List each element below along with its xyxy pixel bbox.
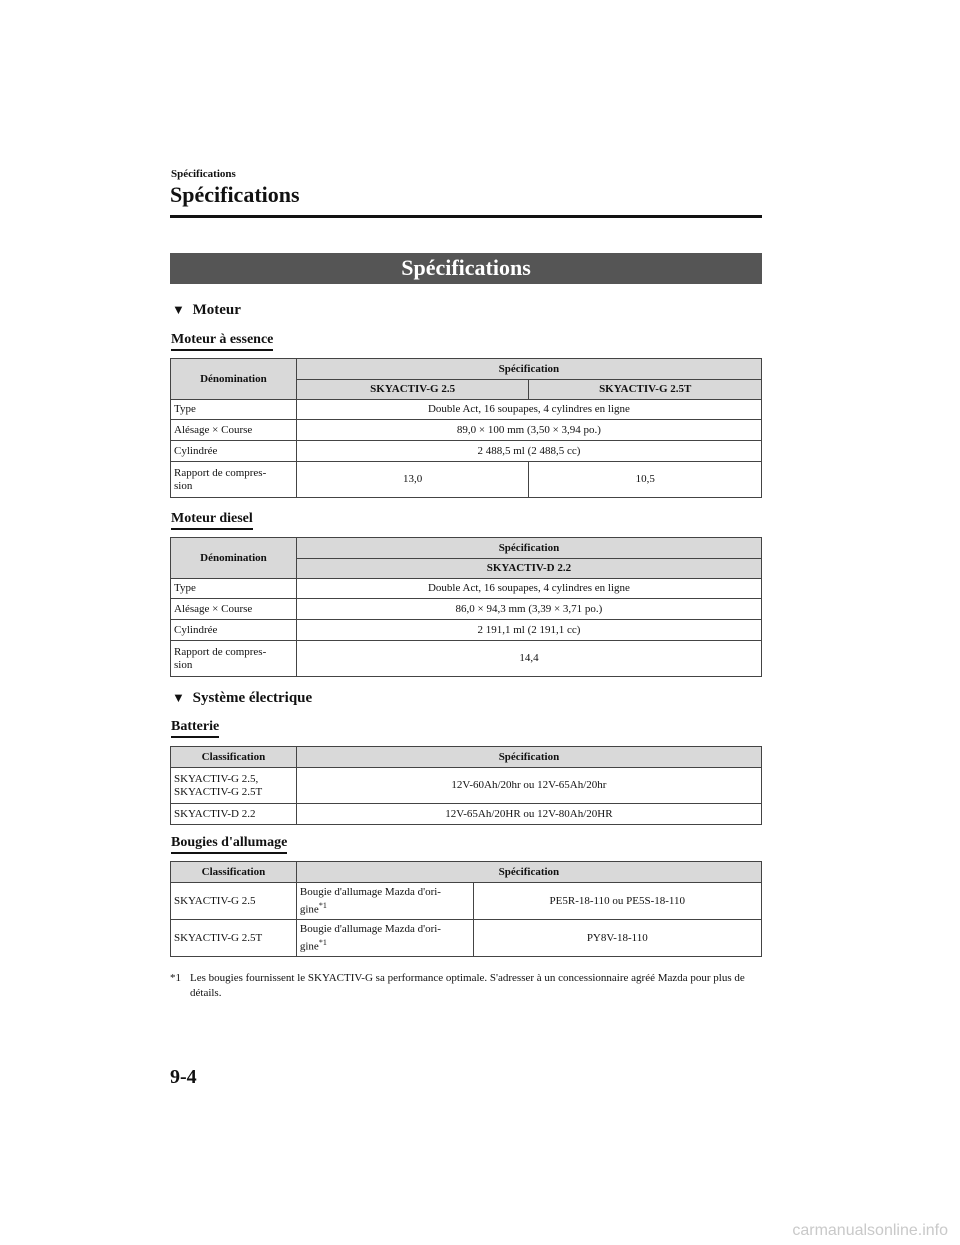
header-variant-g25t: SKYACTIV-G 2.5T — [529, 380, 762, 400]
footnote-ref: *1 — [318, 937, 327, 947]
row-label: SKYACTIV-G 2.5, SKYACTIV-G 2.5T — [171, 768, 297, 804]
header-specification: Spécification — [296, 747, 761, 768]
header-classification: Classification — [171, 862, 297, 883]
table-moteur-essence — [170, 358, 762, 498]
table-batterie — [170, 746, 762, 825]
header-denomination: Dénomination — [171, 359, 297, 400]
footnote — [170, 971, 762, 1001]
table-row — [171, 620, 762, 641]
table-bougies — [170, 861, 762, 957]
row-label: Cylindrée — [171, 620, 297, 641]
row-value: 12V-60Ah/20hr ou 12V-65Ah/20hr — [296, 768, 761, 804]
page-title: Spécifications — [170, 182, 300, 207]
row-value: PY8V-18-110 — [473, 920, 761, 957]
running-header: Spécifications — [171, 168, 236, 180]
row-value: 14,4 — [296, 641, 761, 677]
row-type — [296, 883, 473, 920]
table-row — [171, 883, 762, 920]
title-divider — [170, 215, 762, 218]
header-specification: Spécification — [296, 359, 761, 380]
header-variant-d22: SKYACTIV-D 2.2 — [296, 559, 761, 579]
section-heading-electrique — [172, 690, 312, 707]
header-specification: Spécification — [296, 862, 761, 883]
triangle-down-icon: ▼ — [172, 302, 185, 317]
subheading-moteur-essence: Moteur à essence — [171, 332, 273, 351]
row-value: 2 191,1 ml (2 191,1 cc) — [296, 620, 761, 641]
row-label: Alésage × Course — [171, 420, 297, 441]
row-label: Rapport de compres- sion — [171, 641, 297, 677]
table-row — [171, 599, 762, 620]
table-row — [171, 579, 762, 599]
table-row — [171, 641, 762, 677]
row-label: Rapport de compres- sion — [171, 462, 297, 498]
header-specification: Spécification — [296, 538, 761, 559]
row-label: Type — [171, 400, 297, 420]
row-label: SKYACTIV-D 2.2 — [171, 804, 297, 825]
row-type-text: Bougie d'allumage Mazda d'ori- gine — [299, 885, 441, 916]
table-row — [171, 400, 762, 420]
row-type-text: Bougie d'allumage Mazda d'ori- gine — [299, 922, 441, 953]
page-number: 9-4 — [170, 1066, 197, 1088]
row-value: Double Act, 16 soupapes, 4 cylindres en ligne — [296, 400, 761, 420]
row-value: 10,5 — [529, 462, 762, 498]
subheading-bougies: Bougies d'allumage — [171, 835, 287, 854]
header-classification: Classification — [171, 747, 297, 768]
row-value: PE5R-18-110 ou PE5S-18-110 — [473, 883, 761, 920]
row-value: 2 488,5 ml (2 488,5 cc) — [296, 441, 761, 462]
table-row — [171, 768, 762, 804]
watermark: carmanualsonline.info — [792, 1222, 948, 1239]
footnote-text: Les bougies fournissent le SKYACTIV-G sa performance optimale. S'adresser à un concessionnaire agréé Mazda pour plus de détails. — [190, 972, 745, 999]
row-label: Type — [171, 579, 297, 599]
subheading-batterie: Batterie — [171, 719, 219, 738]
footnote-mark: *1 — [170, 972, 181, 984]
subheading-moteur-diesel: Moteur diesel — [171, 511, 253, 530]
section-heading-label: Moteur — [192, 302, 241, 318]
triangle-down-icon: ▼ — [172, 690, 185, 705]
table-moteur-diesel — [170, 537, 762, 677]
section-heading-moteur — [172, 302, 241, 319]
row-label: SKYACTIV-G 2.5T — [171, 920, 297, 957]
footnote-ref: *1 — [318, 900, 327, 910]
row-label: SKYACTIV-G 2.5 — [171, 883, 297, 920]
row-value: 86,0 × 94,3 mm (3,39 × 3,71 po.) — [296, 599, 761, 620]
row-value: 12V-65Ah/20HR ou 12V-80Ah/20HR — [296, 804, 761, 825]
row-type — [296, 920, 473, 957]
row-value: 89,0 × 100 mm (3,50 × 3,94 po.) — [296, 420, 761, 441]
table-row — [171, 920, 762, 957]
table-row — [171, 804, 762, 825]
row-label: Cylindrée — [171, 441, 297, 462]
section-heading-label: Système électrique — [192, 690, 313, 706]
table-row — [171, 462, 762, 498]
section-banner: Spécifications — [170, 253, 762, 284]
table-row — [171, 420, 762, 441]
header-denomination: Dénomination — [171, 538, 297, 579]
table-row — [171, 441, 762, 462]
row-value: Double Act, 16 soupapes, 4 cylindres en ligne — [296, 579, 761, 599]
header-variant-g25: SKYACTIV-G 2.5 — [296, 380, 529, 400]
row-value: 13,0 — [296, 462, 529, 498]
row-label: Alésage × Course — [171, 599, 297, 620]
